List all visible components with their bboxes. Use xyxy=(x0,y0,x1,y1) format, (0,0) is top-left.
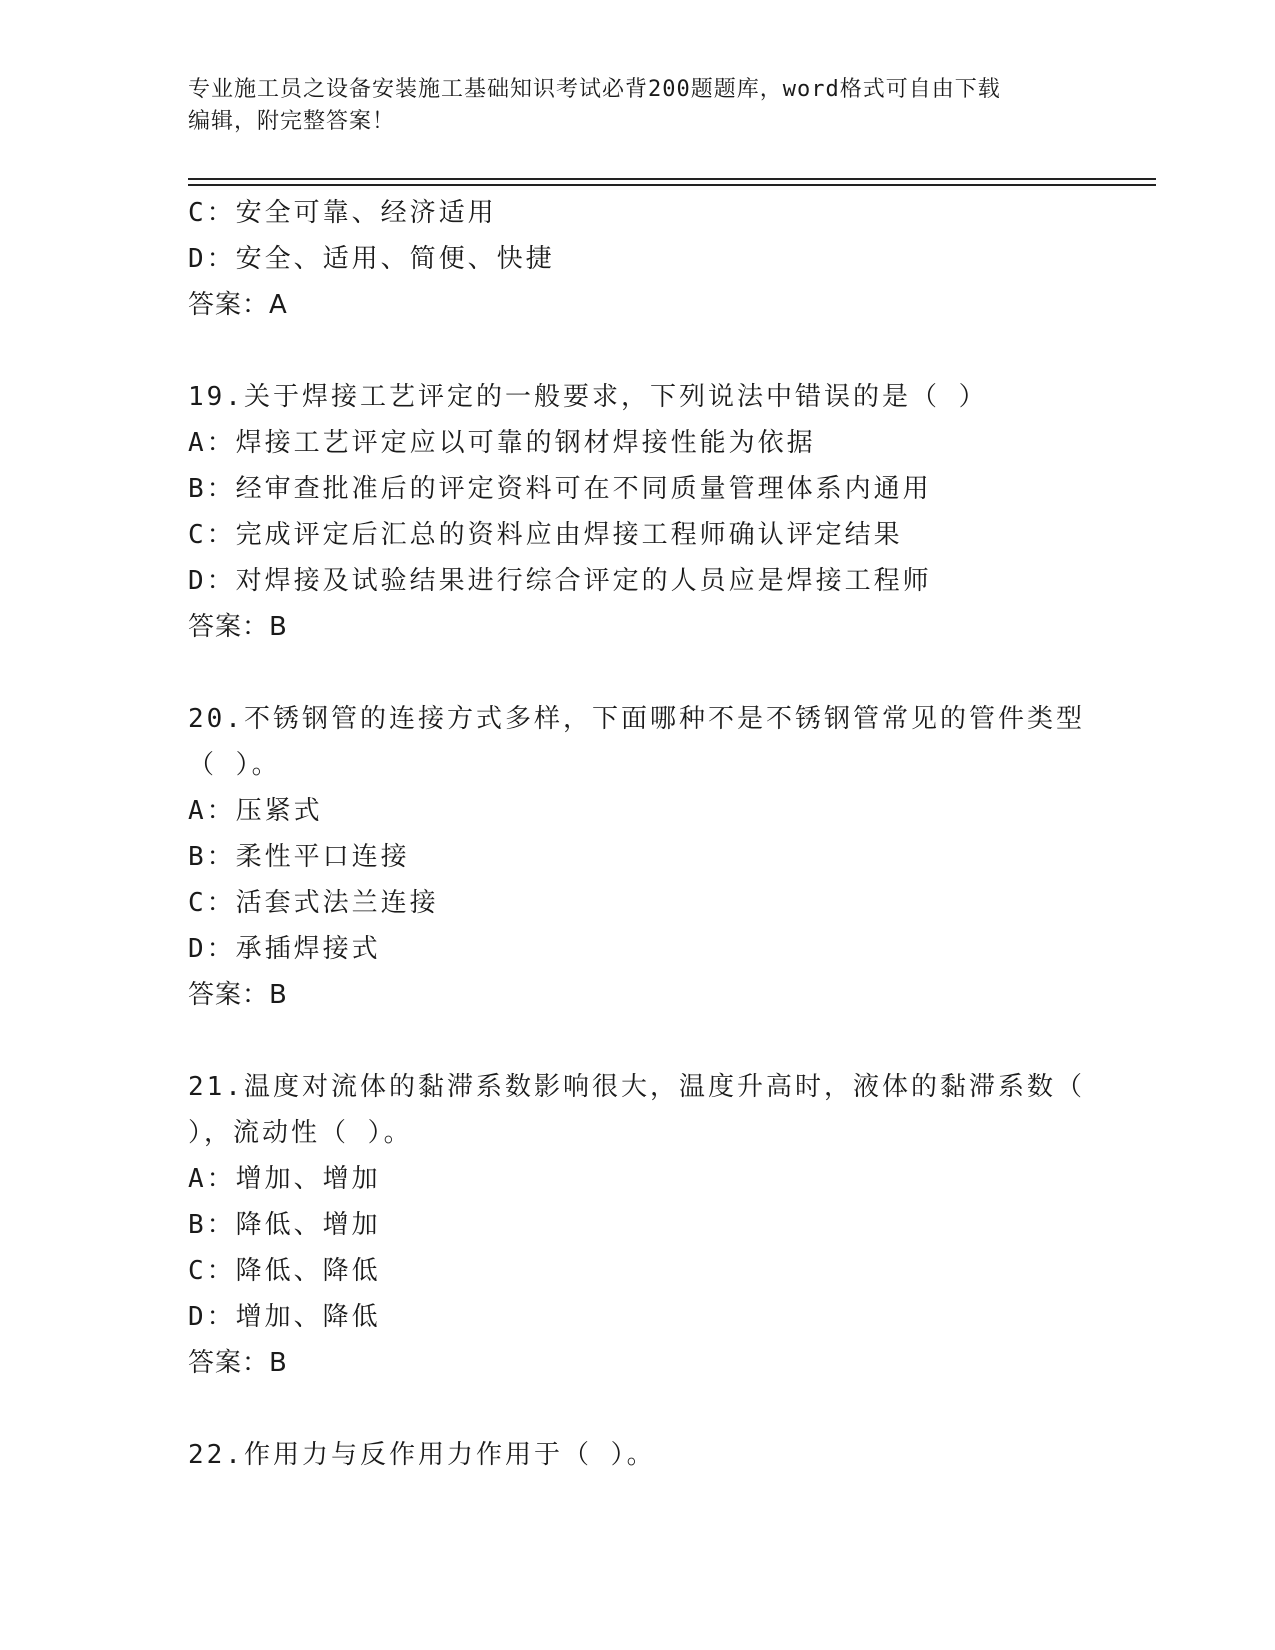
option-a: A：压紧式 xyxy=(188,796,323,826)
question-18-tail xyxy=(188,190,1088,328)
option-b: B：柔性平口连接 xyxy=(188,842,410,872)
header-rule-top xyxy=(188,178,1156,180)
answer: 答案：B xyxy=(188,980,288,1010)
option-d: D：承插焊接式 xyxy=(188,934,381,964)
header-line-1: 专业施工员之设备安装施工基础知识考试必背200题题库，word格式可自由下载 xyxy=(188,77,1001,102)
option-b: B：经审查批准后的评定资料可在不同质量管理体系内通用 xyxy=(188,474,932,504)
option-b: B：降低、增加 xyxy=(188,1210,381,1240)
option-c: C：降低、降低 xyxy=(188,1256,381,1286)
option-c: C：活套式法兰连接 xyxy=(188,888,439,918)
spacer xyxy=(188,328,1088,374)
option-c: C：安全可靠、经济适用 xyxy=(188,198,497,228)
question-text-line-2: ），流动性（ ）。 xyxy=(188,1118,413,1148)
question-text-line-1: 21.温度对流体的黏滞系数影响很大，温度升高时，液体的黏滞系数（ xyxy=(188,1072,1085,1102)
question-text: 19.关于焊接工艺评定的一般要求，下列说法中错误的是（ ） xyxy=(188,382,988,412)
question-19 xyxy=(188,374,1088,650)
document-header xyxy=(188,74,1068,138)
option-c: C：完成评定后汇总的资料应由焊接工程师确认评定结果 xyxy=(188,520,903,550)
question-21 xyxy=(188,1064,1088,1386)
spacer xyxy=(188,1018,1088,1064)
option-a: A：增加、增加 xyxy=(188,1164,381,1194)
answer: 答案：B xyxy=(188,1348,288,1378)
question-text: 22.作用力与反作用力作用于（ ）。 xyxy=(188,1440,656,1470)
option-d: D：增加、降低 xyxy=(188,1302,381,1332)
option-d: D：安全、适用、简便、快捷 xyxy=(188,244,555,274)
question-list xyxy=(188,190,1088,1478)
answer: 答案：A xyxy=(188,290,288,320)
answer: 答案：B xyxy=(188,612,288,642)
header-line-2: 编辑，附完整答案！ xyxy=(188,109,396,134)
question-20 xyxy=(188,696,1088,1018)
header-rule-bottom xyxy=(188,184,1156,186)
question-22 xyxy=(188,1432,1088,1478)
spacer xyxy=(188,650,1088,696)
question-text-line-1: 20.不锈钢管的连接方式多样，下面哪种不是不锈钢管常见的管件类型 xyxy=(188,704,1085,734)
option-a: A：焊接工艺评定应以可靠的钢材焊接性能为依据 xyxy=(188,428,816,458)
question-text-line-2: （ ）。 xyxy=(188,750,281,780)
option-d: D：对焊接及试验结果进行综合评定的人员应是焊接工程师 xyxy=(188,566,932,596)
spacer xyxy=(188,1386,1088,1432)
